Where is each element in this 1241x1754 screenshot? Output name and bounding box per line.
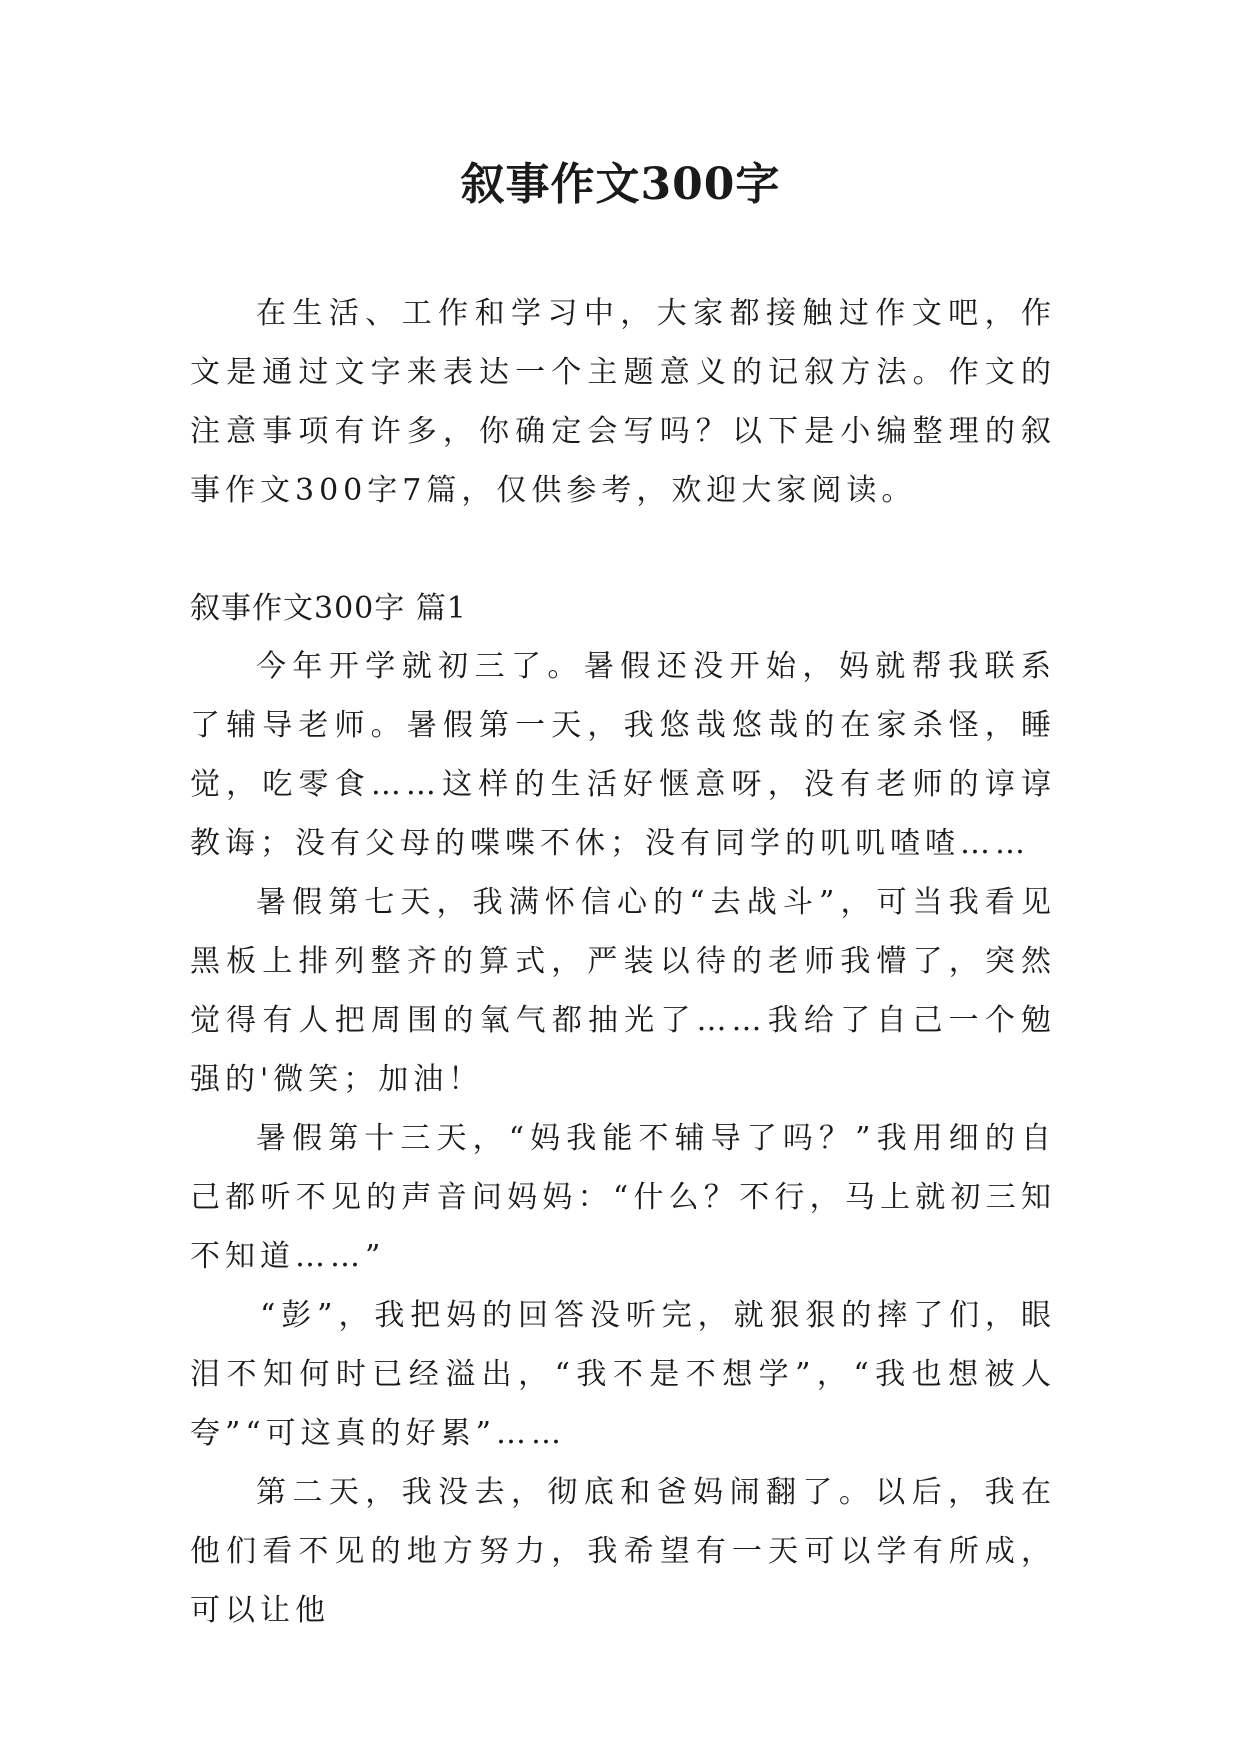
intro-text: 在生活、工作和学习中，大家都接触过作文吧，作文是通过文字来表达一个主题意义的记叙方法。作文的注意事项有许多，你确定会写吗？以下是小编整理的叙事作文300字7篇，仅供参考，欢迎大家阅读。	[190, 296, 1056, 508]
essay-paragraph: 今年开学就初三了。暑假还没开始，妈就帮我联系了辅导老师。暑假第一天，我悠哉悠哉的在家杀怪，睡觉，吃零食……这样的生活好惬意呀，没有老师的谆谆教诲；没有父母的喋喋不休；没有同学的叽叽喳喳……	[190, 649, 1056, 861]
essay-paragraph: 第二天，我没去，彻底和爸妈闹翻了。以后，我在他们看不见的地方努力，我希望有一天可以学有所成，可以让他	[190, 1475, 1056, 1628]
essay-paragraph: 暑假第七天，我满怀信心的“去战斗”，可当我看见黑板上排列整齐的算式，严装以待的老师我懵了，突然觉得有人把周围的氧气都抽光了……我给了自己一个勉强的'微笑；加油！	[190, 885, 1056, 1097]
essay-body	[190, 637, 1056, 1640]
document-title: 叙事作文300字	[460, 159, 781, 210]
essay-paragraph: “彭”，我把妈的回答没听完，就狠狠的摔了们，眼泪不知何时已经溢出，“我不是不想学”，“我也想被人夸”“可这真的好累”……	[190, 1298, 1056, 1451]
intro-paragraph	[190, 284, 1056, 520]
section-heading: 叙事作文300字 篇1	[190, 591, 467, 626]
essay-paragraph: 暑假第十三天，“妈我能不辅导了吗？”我用细的自己都听不见的声音问妈妈：“什么？不行，马上就初三知不知道……”	[190, 1121, 1056, 1274]
